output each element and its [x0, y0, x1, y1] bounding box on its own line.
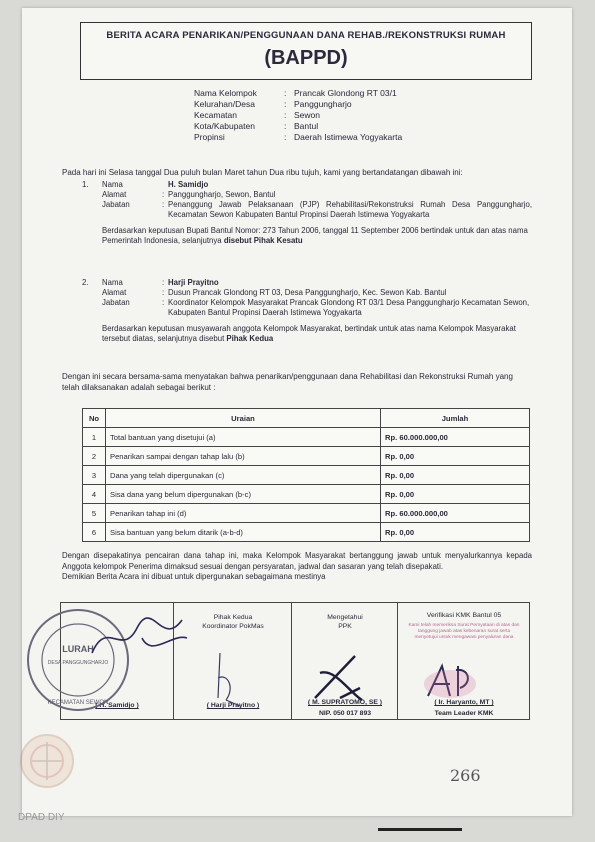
intro-text: Pada hari ini Selasa tanggal Dua puluh bulan Maret tahun Dua ribu tujuh, kami yang bertandatangan dibawah ini:: [62, 168, 463, 177]
document-sheet: [22, 8, 572, 816]
info-row: Kecamatan : Sewon: [194, 110, 320, 120]
signature-harji: [200, 648, 250, 708]
svg-text:DESA PANGGUNGHARJO: DESA PANGGUNGHARJO: [47, 660, 109, 666]
info-row: Kelurahan/Desa : Panggungharjo: [194, 99, 352, 109]
watermark-text: DPAD DIY: [18, 812, 65, 823]
group-info: [194, 88, 402, 143]
divider-bar: [378, 828, 462, 831]
dpad-logo-icon: [18, 730, 76, 792]
signer-name: ( Ir. Haryanto, MT ): [434, 699, 494, 706]
title-box: [80, 22, 532, 80]
table-row: 6 Sisa bantuan yang belum ditarik (a-b-d) Rp. 0,00: [83, 523, 530, 542]
party-two: 2. Nama : Harji Prayitno Alamat : Dusun Prancak Glondong RT 03, Desa Panggungharjo, Kec. Sewon Kab. Bantul Jabatan : Koordinator Kelompok Masyarakat Prancak Glondong RT 03/1 Desa Panggungharjo Kecamatan Sewon, Kabupaten Bantul Propinsi Daerah Istimewa Yogyakarta Berdasarkan keputusan musyawarah anggota Kelompok Masyarakat, bertindak untuk atas nama Kelompok Masyarakat tersebut diatas, selanjutnya disebut Pihak Kedua: [82, 278, 532, 344]
page-number: 266: [450, 766, 481, 785]
info-row: Nama Kelompok : Prancak Glondong RT 03/1: [194, 88, 397, 98]
info-value: Panggungharjo: [294, 99, 352, 109]
info-row: Kota/Kabupaten : Bantul: [194, 121, 319, 131]
table-row: 3 Dana yang telah dipergunakan (c) Rp. 0,00: [83, 466, 530, 485]
party-two-position: Koordinator Kelompok Masyarakat Prancak Glondong RT 03/1 Desa Panggungharjo Kecamatan Sewon, Kabupaten Bantul Propinsi Daerah Istimewa Yogyakarta: [168, 298, 530, 317]
signature-supratomo: [310, 648, 370, 708]
party-one-address: Panggungharjo, Sewon, Bantul: [168, 190, 276, 199]
party-one: 1. Nama H. Samidjo Alamat : Panggungharjo, Sewon, Bantul Jabatan : Penanggung Jawab Pelaksanaan (PJP) Rehabilitasi/Rekonstruksi Rumah Desa Panggungharjo, Kecamatan Sewon Kabupaten Bantul Propinsi Daerah Istimewa Yogyakarta Berdasarkan keputusan Bupati Bantul Nomor: 273 Tahun 2006, tanggal 11 September 2006 bertindak untuk dan atas nama Pemerintah Indonesia, selanjutnya disebut Pihak Kesatu: [82, 180, 532, 245]
party-one-position: Penanggung Jawab Pelaksanaan (PJP) Rehabilitasi/Rekonstruksi Rumah Desa Panggungharjo, Kecamatan Sewon Kabupaten Bantul Propinsi Daerah Istimewa Yogyakarta: [168, 200, 532, 219]
info-value: Sewon: [294, 110, 320, 120]
info-row: Propinsi : Daerah Istimewa Yogyakarta: [194, 132, 403, 142]
party-one-basis: Berdasarkan keputusan Bupati Bantul Nomor: 273 Tahun 2006, tanggal 11 September 2006 bertindak untuk dan atas nama Pemerintah Indonesia, selanjutnya disebut Pihak Kesatu: [102, 226, 528, 245]
info-value: Prancak Glondong RT 03/1: [294, 88, 397, 98]
svg-text:LURAH: LURAH: [62, 644, 94, 654]
party-two-basis: Berdasarkan keputusan musyawarah anggota Kelompok Masyarakat, bertindak untuk atas nama Kelompok Masyarakat tersebut diatas, selanjutnya disebut Pihak Kedua: [102, 324, 516, 343]
signer-name: ( Harji Prayitno ): [206, 702, 260, 709]
signer-nip: NIP. 050 017 893: [318, 710, 372, 717]
statement-text: Dengan ini secara bersama-sama menyatakan bahwa penarikan/penggunaan dana Rehabilitasi dan Rekonstruksi Rumah yang telah dilaksanakan adalah sebagai berikut :: [62, 372, 513, 392]
funding-table: [82, 408, 530, 542]
signature-ppk: Mengetahui PPK ( M. SUPRATOMO, SE ) NIP. 050 017 893: [291, 603, 398, 719]
signer-role: Team Leader KMK: [434, 710, 494, 717]
signature-samidjo: [82, 608, 192, 668]
signature-party-two: Pihak Kedua Koordinator PokMas ( Harji Prayitno ): [173, 603, 292, 719]
signature-haryanto: [420, 658, 480, 704]
table-header-row: No Uraian Jumlah: [83, 409, 530, 428]
document-abbreviation: (BAPPD): [264, 47, 348, 69]
info-value: Daerah Istimewa Yogyakarta: [294, 132, 403, 142]
verification-note: Kami telah memeriksa Surat Pernyataan di atas dan tanggung jawab atas kebenaran surat serta menyetujui untuk mengawasi penyaluran dana: [408, 623, 520, 640]
info-value: Bantul: [294, 121, 319, 131]
signer-name: ( H. Samidjo ): [95, 702, 139, 709]
document-title: BERITA ACARA PENARIKAN/PENGGUNAAN DANA REHAB./REKONSTRUKSI RUMAH: [106, 30, 506, 41]
party-two-name: Harji Prayitno: [168, 278, 219, 287]
table-row: 5 Penarikan tahap ini (d) Rp. 60.000.000,00: [83, 504, 530, 523]
table-row: 4 Sisa dana yang belum dipergunakan (b-c) Rp. 0,00: [83, 485, 530, 504]
table-row: 2 Penarikan sampai dengan tahap lalu (b) Rp. 0,00: [83, 447, 530, 466]
closing-text: Dengan disepakatinya pencairan dana tahap ini, maka Kelompok Masyarakat bertanggung jawab untuk menyalurkannya kepada Anggota kelompok Penerima dimaksud sesuai dengan persyaratan, jadwal dan sasaran yang telah disepakati. Demikian Berita Acara ini dibuat untuk dipergunakan sebagaimana mestinya: [62, 551, 532, 581]
party-two-address: Dusun Prancak Glondong RT 03, Desa Panggungharjo, Kec. Sewon Kab. Bantul: [168, 288, 447, 297]
signature-kmk: Verifikasi KMK Bantul 05 Kami telah memeriksa Surat Pernyataan di atas dan tanggung jawab atas kebenaran surat serta menyetujui untuk mengawasi penyaluran dana ( Ir. Haryanto, MT ) Team Leader KMK: [397, 603, 530, 719]
svg-text:KECAMATAN SEWON: KECAMATAN SEWON: [47, 700, 109, 706]
party-one-name: H. Samidjo: [168, 180, 209, 189]
table-row: 1 Total bantuan yang disetujui (a) Rp. 60.000.000,00: [83, 428, 530, 447]
signer-name: ( M. SUPRATOMO, SE ): [307, 699, 383, 706]
